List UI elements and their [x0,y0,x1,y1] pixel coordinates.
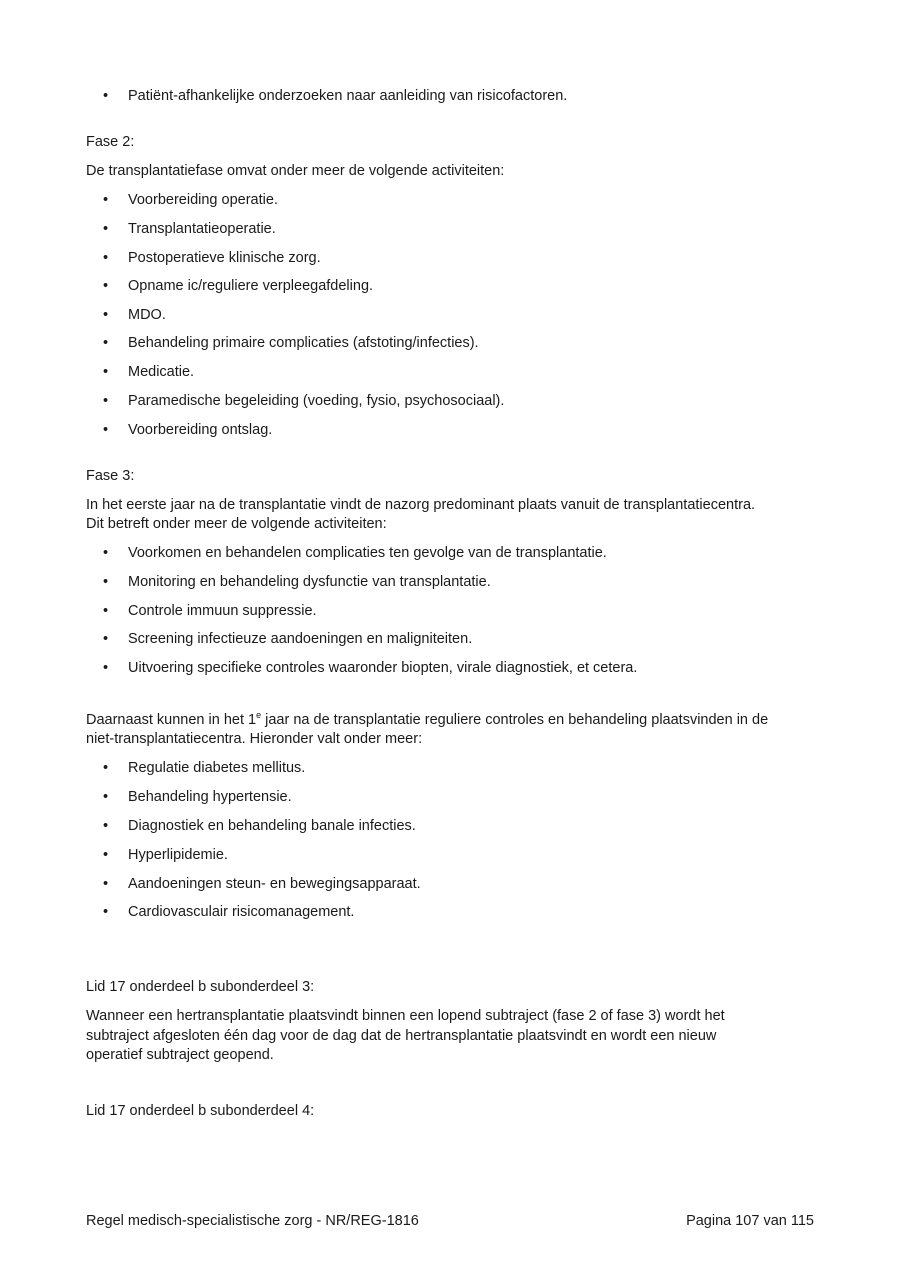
paragraph-line [86,712,768,728]
page-number: Pagina 107 van 115 [686,1213,814,1229]
bullet-icon: • [103,364,109,380]
list-item: Behandeling primaire complicaties (afstoting/infecties). [128,335,479,351]
list-item: Aandoeningen steun- en bewegingsapparaat. [128,876,421,892]
bullet-icon: • [103,603,109,619]
footer-title: Regel medisch-specialistische zorg - NR/REG-1816 [86,1213,419,1229]
list-item: Transplantatieoperatie. [128,221,276,237]
bullet-icon: • [103,847,109,863]
section-heading: Fase 3: [86,468,135,484]
list-item: Cardiovasculair risicomanagement. [128,904,355,920]
bullet-icon: • [103,278,109,294]
list-item: MDO. [128,307,166,323]
paragraph-line: In het eerste jaar na de transplantatie vindt de nazorg predominant plaats vanuit de transplantatiecentra. [86,497,756,513]
list-item: Paramedische begeleiding (voeding, fysio, psychosociaal). [128,393,505,409]
bullet-icon: • [103,904,109,920]
bullet-icon: • [103,307,109,323]
bullet-icon: • [103,221,109,237]
list-item: Voorbereiding operatie. [128,192,278,208]
text-run: Daarnaast kunnen in het 1 [86,712,257,728]
bullet-icon: • [103,393,109,409]
paragraph-line: Dit betreft onder meer de volgende activiteiten: [86,516,387,532]
list-item: Regulatie diabetes mellitus. [128,760,306,776]
section-heading: Lid 17 onderdeel b subonderdeel 3: [86,979,315,995]
bullet-icon: • [103,876,109,892]
list-item: Monitoring en behandeling dysfunctie van transplantatie. [128,574,491,590]
paragraph: De transplantatiefase omvat onder meer de volgende activiteiten: [86,163,505,179]
list-item: Diagnostiek en behandeling banale infecties. [128,818,416,834]
bullet-icon: • [103,335,109,351]
paragraph-line: operatief subtraject geopend. [86,1047,274,1063]
list-item: Patiënt-afhankelijke onderzoeken naar aanleiding van risicofactoren. [128,88,568,104]
bullet-icon: • [103,545,109,561]
list-item: Postoperatieve klinische zorg. [128,250,321,266]
list-item: Screening infectieuze aandoeningen en maligniteiten. [128,631,473,647]
list-item: Behandeling hypertensie. [128,789,292,805]
bullet-icon: • [103,818,109,834]
bullet-icon: • [103,574,109,590]
bullet-icon: • [103,789,109,805]
list-item: Voorkomen en behandelen complicaties ten gevolge van de transplantatie. [128,545,607,561]
list-item: Opname ic/reguliere verpleegafdeling. [128,278,374,294]
bullet-icon: • [103,422,109,438]
bullet-icon: • [103,88,109,104]
paragraph-line: niet-transplantatiecentra. Hieronder valt onder meer: [86,731,423,747]
bullet-icon: • [103,631,109,647]
section-heading: Lid 17 onderdeel b subonderdeel 4: [86,1103,315,1119]
section-heading: Fase 2: [86,134,135,150]
bullet-icon: • [103,660,109,676]
list-item: Controle immuun suppressie. [128,603,317,619]
bullet-icon: • [103,250,109,266]
bullet-icon: • [103,760,109,776]
paragraph-line: subtraject afgesloten één dag voor de dag dat de hertransplantatie plaatsvindt en wordt een nieuw [86,1028,717,1044]
list-item: Medicatie. [128,364,195,380]
paragraph-line: Wanneer een hertransplantatie plaatsvindt binnen een lopend subtraject (fase 2 of fase 3) wordt het [86,1008,725,1024]
list-item: Voorbereiding ontslag. [128,422,273,438]
list-item: Uitvoering specifieke controles waaronder biopten, virale diagnostiek, et cetera. [128,660,638,676]
list-item: Hyperlipidemie. [128,847,228,863]
text-run: jaar na de transplantatie reguliere controles en behandeling plaatsvinden in de [261,712,769,728]
bullet-icon: • [103,192,109,208]
superscript: e [256,710,262,720]
